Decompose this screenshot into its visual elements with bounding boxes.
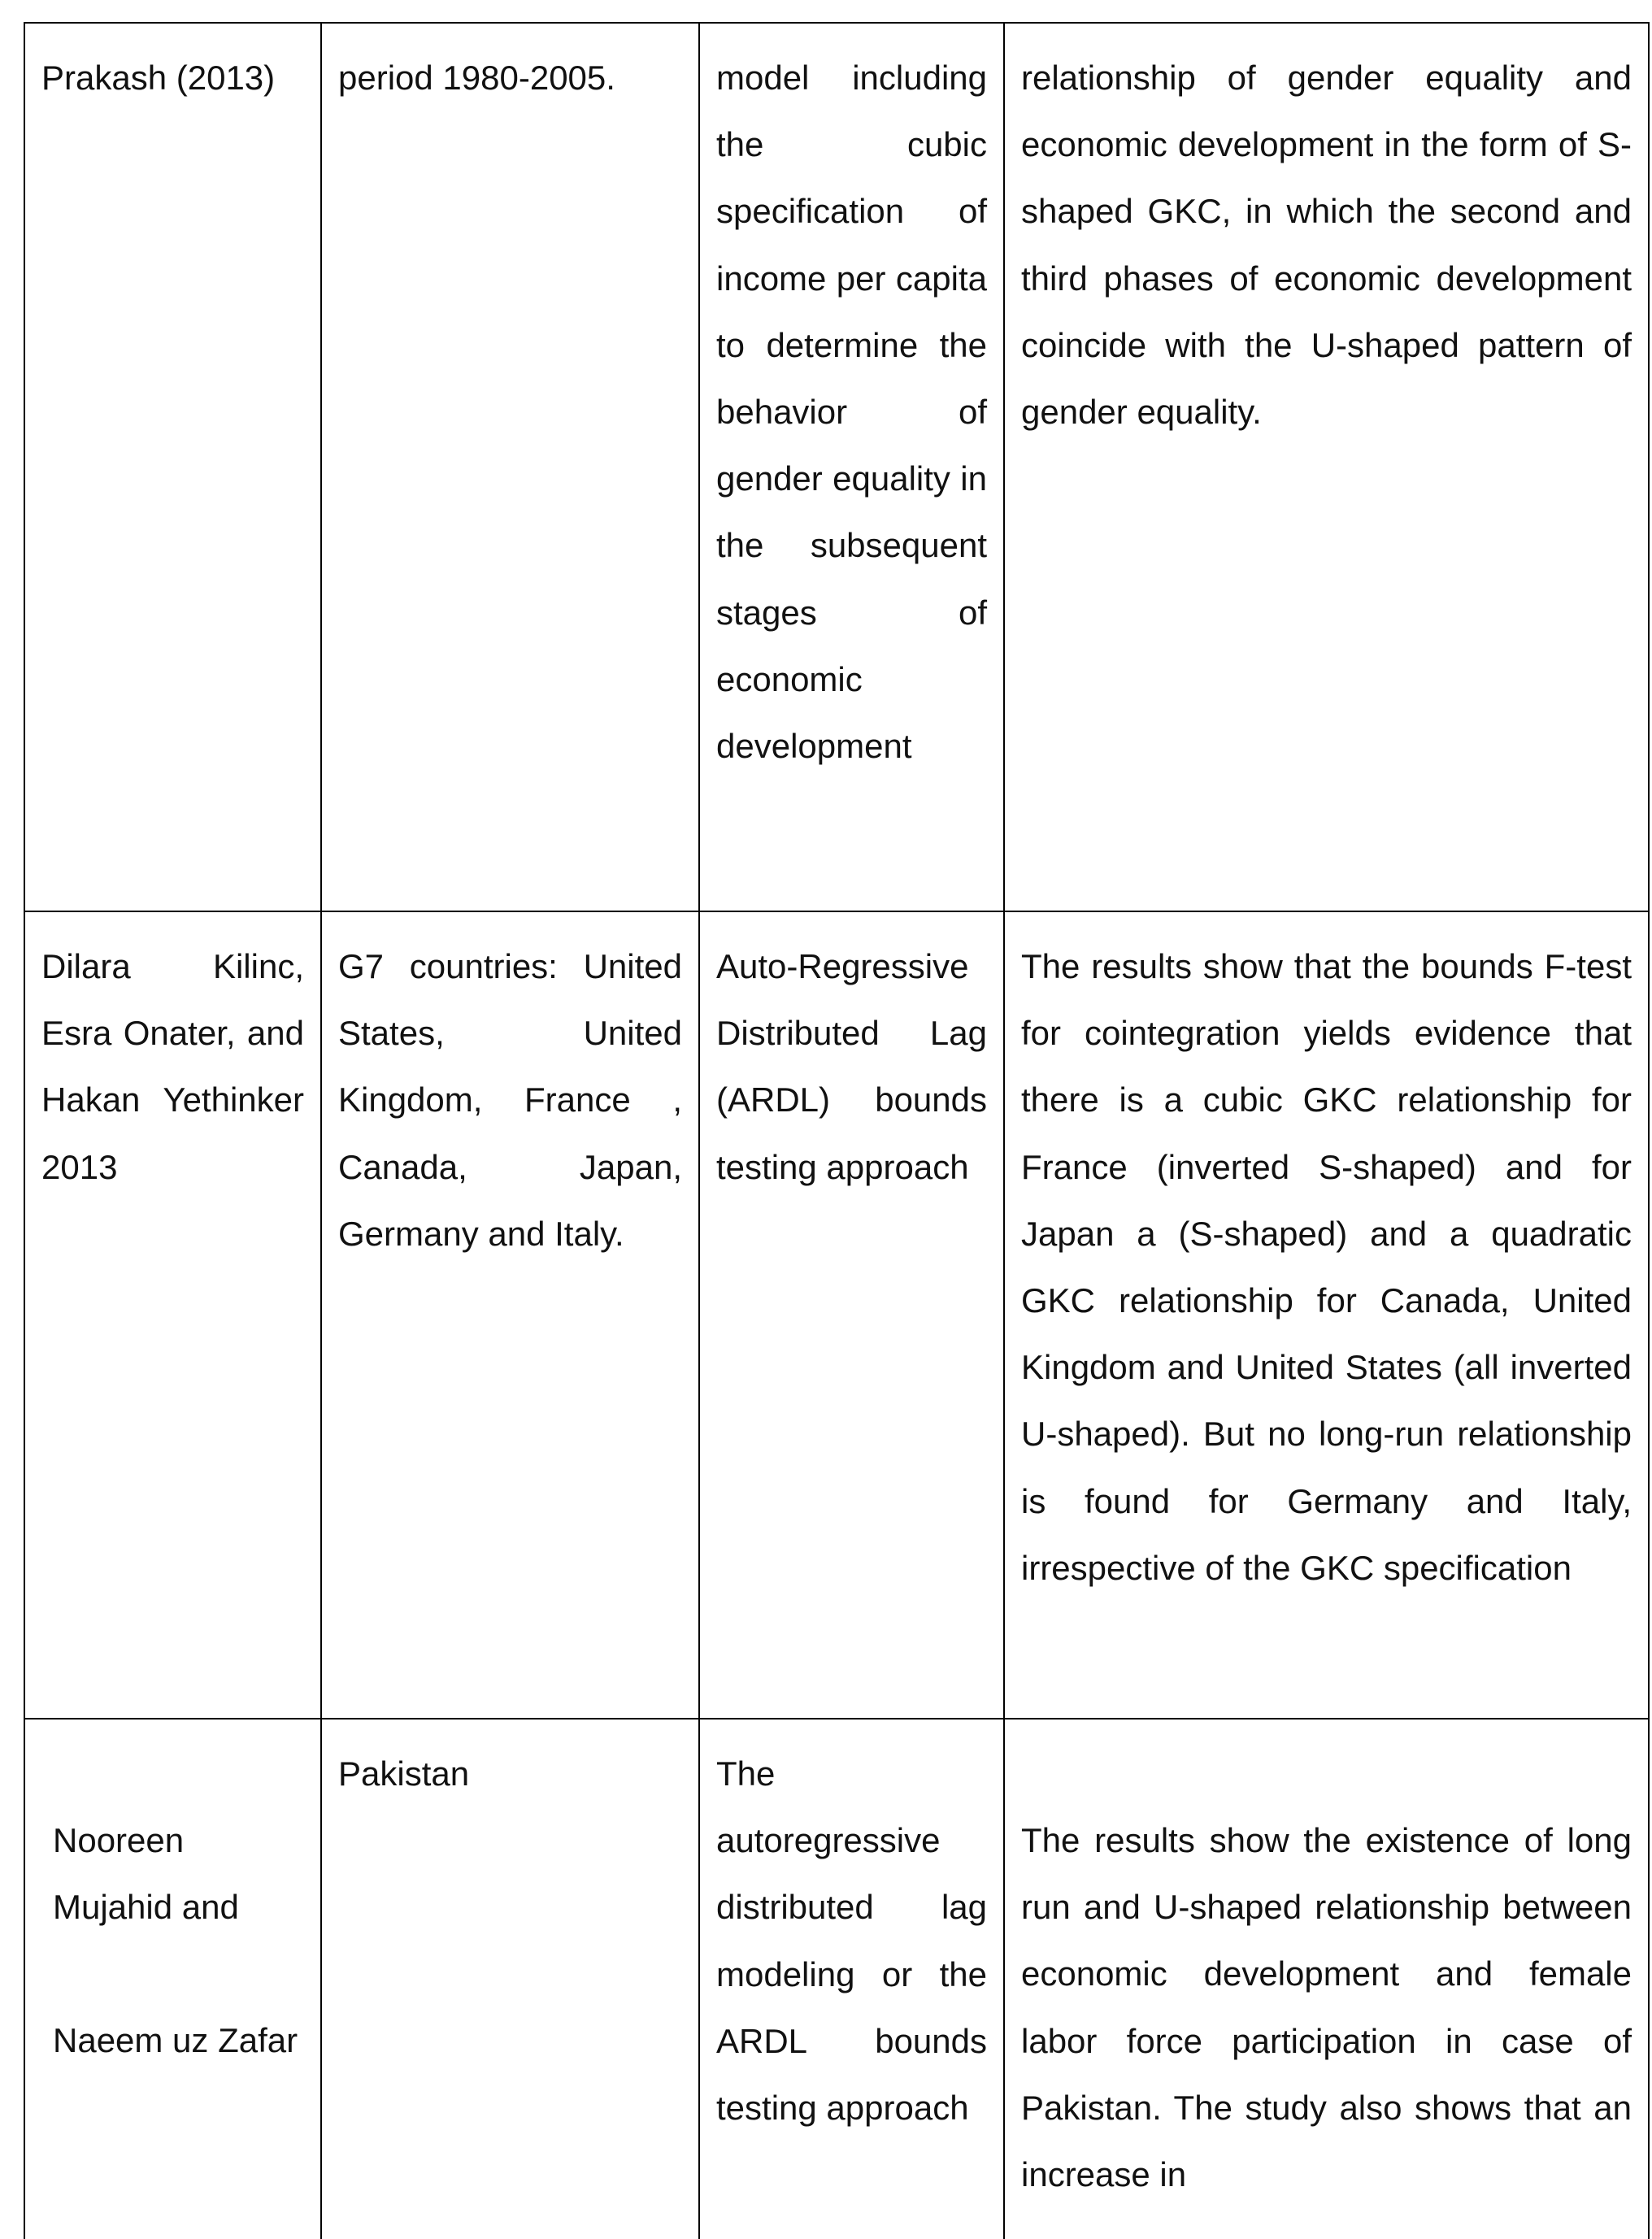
findings-cell: [1004, 1719, 1649, 2239]
findings-cell: [1004, 911, 1649, 1719]
sample-cell: [321, 911, 699, 1719]
table-row: [24, 23, 1649, 911]
method-text: Auto-Regressive Distributed Lag (ARDL) bounds testing approach: [716, 947, 987, 1186]
author-text: Dilara Kilinc, Esra Onater, and Hakan Yethinker 2013: [41, 947, 304, 1186]
sample-text: G7 countries: United States, United Kingdom, France , Canada, Japan, Germany and Italy.: [338, 947, 682, 1253]
sample-cell: [321, 1719, 699, 2239]
method-text: The autoregressive distributed lag modeling or the ARDL bounds testing approach: [716, 1754, 987, 2128]
author-text: Naeem uz Zafar: [53, 2021, 298, 2060]
findings-text: The results show that the bounds F-test for cointegration yields evidence that there is a cubic GKC relationship for France (inverted S-shaped) and for Japan a (S-shaped) and a quadratic GKC relationship for Canada, United Kingdom and United States (all inverted U-shaped). But no long-run relationship is found for Germany and Italy, irrespective of the GKC specification: [1021, 947, 1632, 1587]
findings-cell: [1004, 23, 1649, 911]
method-cell: [699, 911, 1004, 1719]
table-row: [24, 911, 1649, 1719]
author-cell: [24, 911, 321, 1719]
findings-text: The results show the existence of long run and U-shaped relationship between economic development and female labor force participation in case of Pakistan. The study also shows that an increase in: [1021, 1821, 1632, 2194]
author-text: Nooreen Mujahid and: [53, 1821, 239, 1927]
method-text: model including the cubic specification of income per capita to determine the behavior of gender equality in the subsequent stages of economic development: [716, 59, 987, 766]
sample-text: period 1980-2005.: [338, 59, 615, 97]
author-text: Prakash (2013): [41, 59, 276, 97]
literature-review-table: [24, 22, 1650, 2239]
method-cell: [699, 1719, 1004, 2239]
author-cell: [24, 1719, 321, 2239]
sample-cell: [321, 23, 699, 911]
table-row: [24, 1719, 1649, 2239]
method-cell: [699, 23, 1004, 911]
sample-text: Pakistan: [338, 1754, 470, 1793]
author-cell: [24, 23, 321, 911]
findings-text: relationship of gender equality and economic development in the form of S-shaped GKC, in which the second and third phases of economic development coincide with the U-shaped pattern of gender equality.: [1021, 59, 1632, 432]
